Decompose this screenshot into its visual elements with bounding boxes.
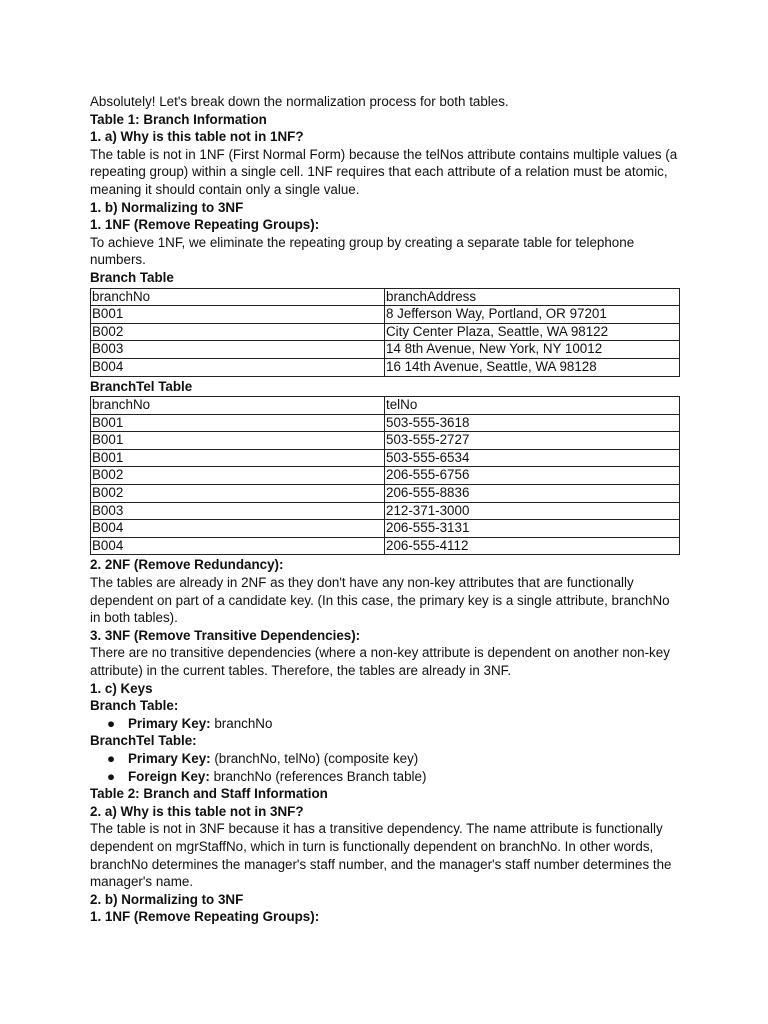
- table-row: [91, 467, 680, 485]
- step-1nf-text: To achieve 1NF, we eliminate the repeating group by creating a separate table for telephone numbers.: [90, 234, 635, 268]
- table-row: [91, 323, 680, 341]
- question-1b: 1. b) Normalizing to 3NF: [90, 199, 244, 215]
- key-label: Foreign Key:: [128, 768, 210, 784]
- step-3nf-heading: 3. 3NF (Remove Transitive Dependencies):: [90, 627, 361, 643]
- table-cell: B004: [91, 358, 385, 376]
- document-page: [90, 93, 680, 926]
- question-2a: 2. a) Why is this table not in 3NF?: [90, 803, 304, 819]
- keys-branchtel-label: BranchTel Table:: [90, 733, 197, 749]
- table-cell: 206-555-8836: [385, 485, 680, 503]
- table-header-cell: telNo: [385, 397, 680, 415]
- table2-heading: Table 2: Branch and Staff Information: [90, 786, 328, 802]
- table-cell: B001: [91, 432, 385, 450]
- key-value: branchNo (references Branch table): [209, 768, 427, 784]
- table-row: [91, 485, 680, 503]
- list-item: [90, 715, 680, 733]
- table-header-cell: branchNo: [91, 397, 385, 415]
- key-label: Primary Key:: [128, 715, 211, 731]
- list-item: [90, 750, 680, 768]
- table-cell: City Center Plaza, Seattle, WA 98122: [385, 323, 680, 341]
- table-row: [91, 520, 680, 538]
- table-cell: 503-555-3618: [385, 414, 680, 432]
- table-cell: 503-555-2727: [385, 432, 680, 450]
- table-cell: B003: [91, 502, 385, 520]
- table-header-row: [91, 397, 680, 415]
- table-cell: B001: [91, 306, 385, 324]
- table-row: [91, 432, 680, 450]
- branch-table: [90, 288, 680, 377]
- bullet-icon: ●: [107, 768, 116, 784]
- table-cell: B002: [91, 485, 385, 503]
- step-2nf-text: The tables are already in 2NF as they don't have any non-key attributes that are functionally dependent on part of a candidate key. (In this case, the primary key is a single attribute, branchNo in both tables).: [90, 575, 670, 626]
- table-cell: 503-555-6534: [385, 449, 680, 467]
- table-cell: 16 14th Avenue, Seattle, WA 98128: [385, 358, 680, 376]
- key-value: branchNo: [210, 715, 273, 731]
- table-cell: 206-555-3131: [385, 520, 680, 538]
- table-row: [91, 414, 680, 432]
- table-cell: B002: [91, 323, 385, 341]
- answer-2a: The table is not in 3NF because it has a transitive dependency. The name attribute is functionally dependent on mgrStaffNo, which in turn is functionally dependent on branchNo. In other words, branchNo determines the manager's staff number, and the manager's staff number determines the manager's name.: [90, 821, 672, 890]
- step-2nf-heading: 2. 2NF (Remove Redundancy):: [90, 557, 284, 573]
- answer-1a: The table is not in 1NF (First Normal Form) because the telNos attribute contains multiple values (a repeating group) within a single cell. 1NF requires that each attribute of a relation must be atomic, meaning it should contain only a single value.: [90, 146, 678, 197]
- key-value: (branchNo, telNo) (composite key): [210, 750, 419, 766]
- bullet-icon: ●: [107, 750, 116, 766]
- table-header-cell: branchNo: [91, 288, 385, 306]
- branchtel-table-title: BranchTel Table: [90, 378, 193, 394]
- table-cell: B003: [91, 341, 385, 359]
- table-row: [91, 449, 680, 467]
- key-label: Primary Key:: [128, 750, 211, 766]
- table-cell: 8 Jefferson Way, Portland, OR 97201: [385, 306, 680, 324]
- table-cell: B001: [91, 449, 385, 467]
- branch-table-title: Branch Table: [90, 269, 174, 285]
- table-cell: B002: [91, 467, 385, 485]
- table-cell: B004: [91, 537, 385, 555]
- table-cell: B004: [91, 520, 385, 538]
- step-3nf-text: There are no transitive dependencies (where a non-key attribute is dependent on another non-key attribute) in the current tables. Therefore, the tables are already in 3NF.: [90, 645, 670, 678]
- question-1a: 1. a) Why is this table not in 1NF?: [90, 129, 304, 145]
- table-cell: 206-555-4112: [385, 537, 680, 555]
- table-cell: 212-371-3000: [385, 502, 680, 520]
- table-row: [91, 537, 680, 555]
- table-header-row: [91, 288, 680, 306]
- list-item: [90, 768, 680, 786]
- bullet-icon: ●: [107, 715, 116, 731]
- keys-branch-list: [90, 715, 680, 733]
- table1-heading: Table 1: Branch Information: [90, 111, 267, 127]
- table-row: [91, 502, 680, 520]
- branchtel-table: [90, 396, 680, 555]
- question-2b: 2. b) Normalizing to 3NF: [90, 891, 244, 907]
- keys-branchtel-list: [90, 750, 680, 785]
- table-header-cell: branchAddress: [385, 288, 680, 306]
- step-1nf-heading: 1. 1NF (Remove Repeating Groups):: [90, 217, 320, 233]
- table-cell: 206-555-6756: [385, 467, 680, 485]
- step2-1nf-heading: 1. 1NF (Remove Repeating Groups):: [90, 909, 320, 925]
- table-row: [91, 341, 680, 359]
- keys-branch-label: Branch Table:: [90, 698, 179, 714]
- table-row: [91, 306, 680, 324]
- intro-text: Absolutely! Let's break down the normalization process for both tables.: [90, 94, 509, 109]
- question-1c: 1. c) Keys: [90, 680, 153, 696]
- table-cell: B001: [91, 414, 385, 432]
- table-cell: 14 8th Avenue, New York, NY 10012: [385, 341, 680, 359]
- table-row: [91, 358, 680, 376]
